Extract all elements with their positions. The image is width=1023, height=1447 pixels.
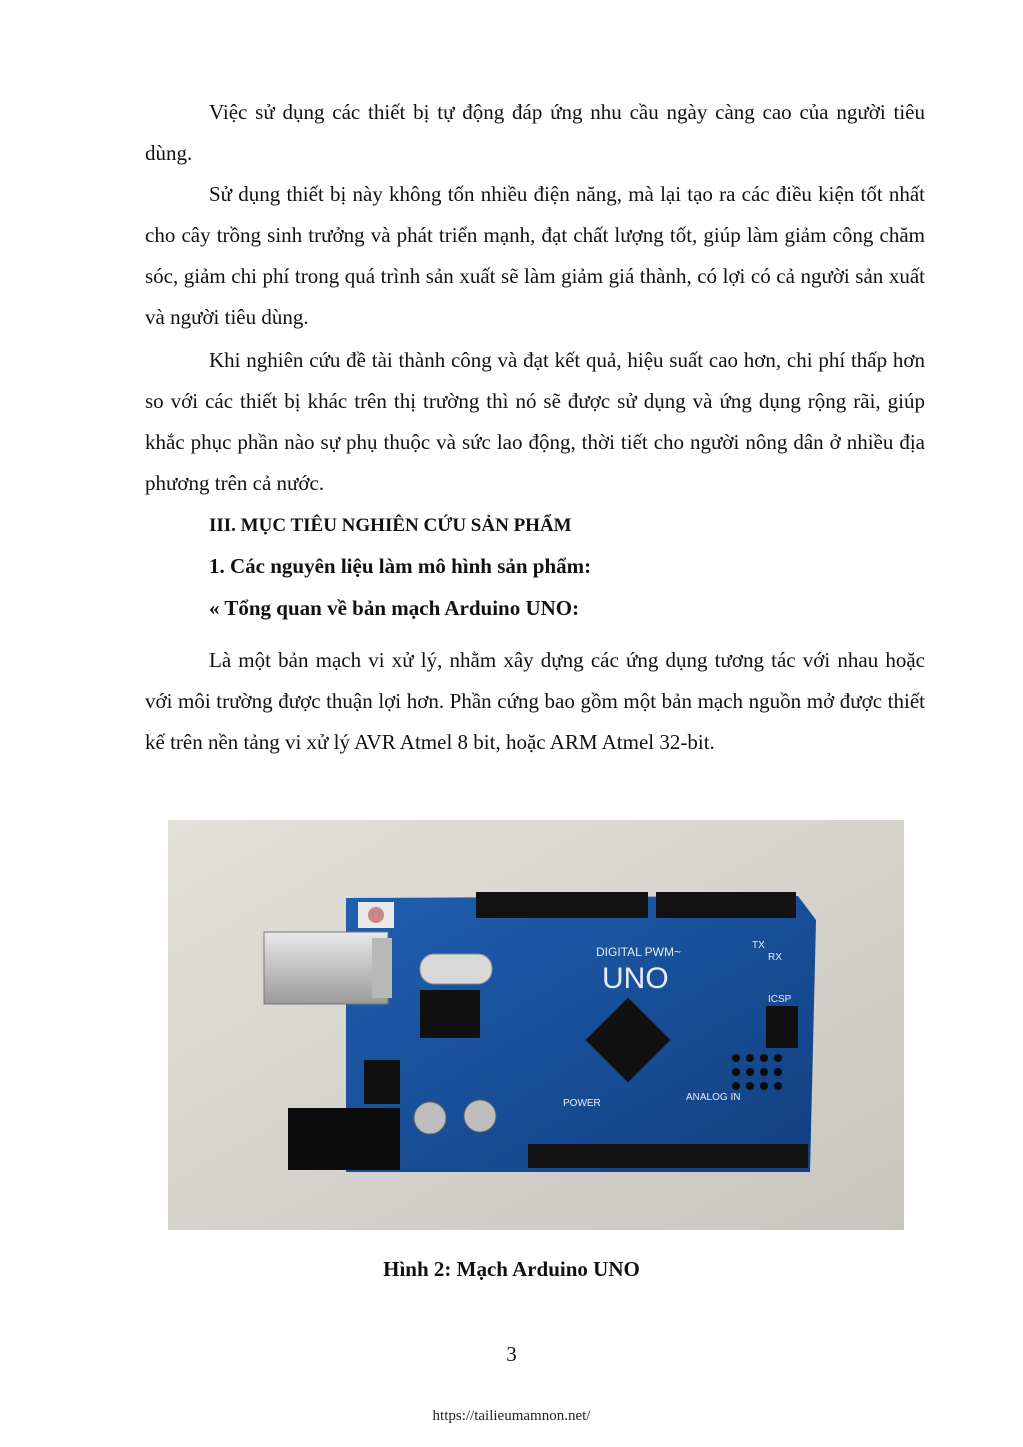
tx-label: TX [752,940,765,951]
power-jack [288,1108,400,1170]
paragraph-arduino: Là một bản mạch vi xử lý, nhằm xây dựng các ứng dụng tương tác với nhau hoặc với môi trường được thuận lợi hơn. Phần cứng bao gồm một bản mạch nguồn mở được thiết kế trên nền tảng vi xử lý AVR Atmel 8 bit, hoặc ARM Atmel 32-bit. [145,648,925,754]
icsp-header [766,1006,798,1048]
figure-caption: Hình 2: Mạch Arduino UNO [383,1257,640,1281]
paragraph-1: Việc sử dụng các thiết bị tự động đáp ứng nhu cầu ngày càng cao của người tiêu dùng. [145,100,925,165]
capacitor-2 [464,1100,496,1132]
icsp-label: ICSP [768,994,792,1005]
power-label: POWER [563,1098,601,1109]
digital-label: DIGITAL PWM~ [596,945,682,959]
usb-connector [264,932,388,1004]
crystal-oscillator [420,954,492,984]
usb-connector-rim [372,938,392,998]
brand-label: UNO [602,962,669,995]
section-heading: III. MỤC TIÊU NGHIÊN CỨU SẢN PHẨM [209,515,572,536]
digital-header-left [476,892,648,918]
arduino-board-illustration [168,820,904,1230]
power-header [528,1144,688,1168]
subsubheading: « Tổng quan về bản mạch Arduino UNO: [209,596,580,620]
pcb-board [346,896,816,1172]
page-number: 3 [506,1342,517,1366]
arduino-board-photo [168,820,904,1230]
rx-label: RX [768,952,782,963]
capacitor-1 [414,1102,446,1134]
reset-button-icon [368,907,384,923]
analog-label: ANALOG IN [686,1092,741,1103]
paragraph-2: Sử dụng thiết bị này không tốn nhiều điện năng, mà lại tạo ra các điều kiện tốt nhất cho cây trồng sinh trưởng và phát triển mạnh, đạt chất lượng tốt, giúp làm giảm công chăm sóc, giảm chi phí trong quá trình sản xuất sẽ làm giảm giá thành, có lợi có cả người sản xuất và người tiêu dùng. [145,182,925,329]
paragraph-3: Khi nghiên cứu đề tài thành công và đạt kết quả, hiệu suất cao hơn, chi phí thấp hơn so với các thiết bị khác trên thị trường thì nó sẽ được sử dụng và ứng dụng rộng rãi, giúp khắc phục phần nào sự phụ thuộc và sức lao động, thời tiết cho người nông dân ở nhiều địa phương trên cả nước. [145,348,925,495]
footer-url: https://tailieumamnon.net/ [432,1408,591,1424]
usb-chip [420,990,480,1038]
analog-header [688,1144,808,1168]
digital-header-right [656,892,796,918]
subheading: 1. Các nguyên liệu làm mô hình sản phẩm: [209,554,592,578]
voltage-regulator [364,1060,400,1104]
